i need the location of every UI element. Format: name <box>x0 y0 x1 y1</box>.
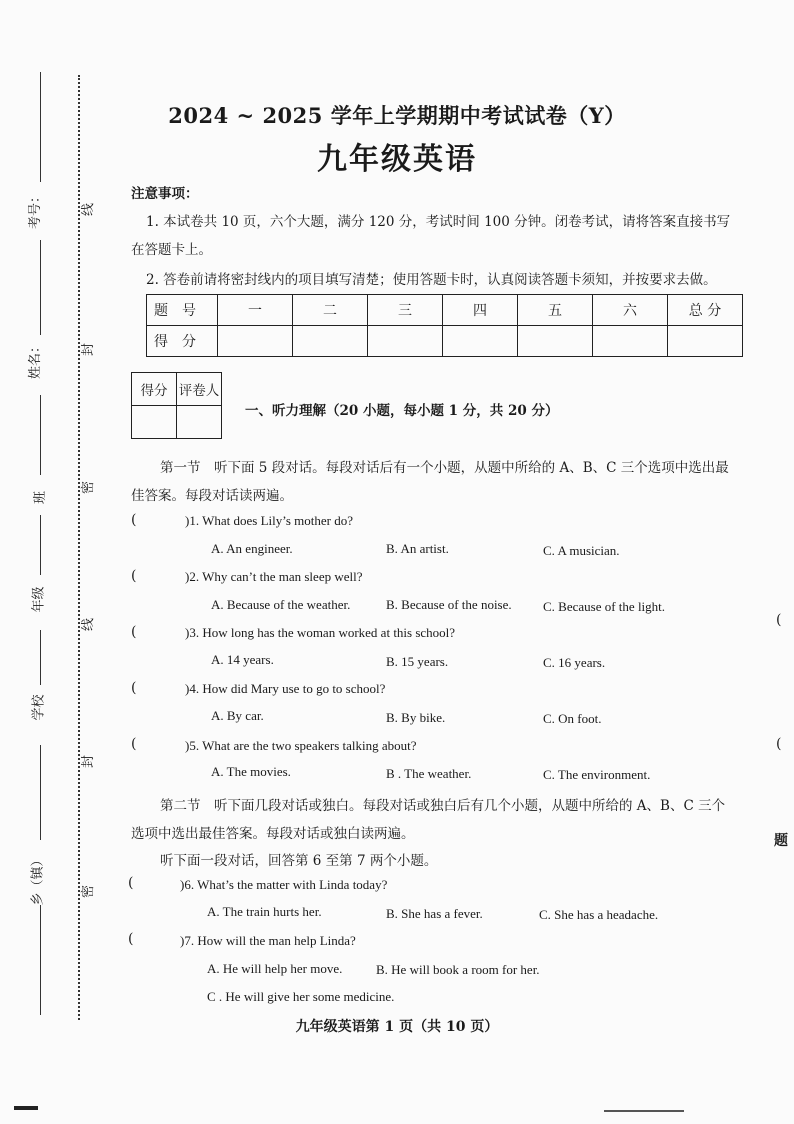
score-table <box>146 294 743 357</box>
score-table-score-row <box>147 326 743 357</box>
right-edge-paren-1: ( <box>776 612 782 628</box>
score-col-total: 总 分 <box>668 295 743 326</box>
field-line-name <box>40 240 41 335</box>
grader-score-cell[interactable] <box>132 406 177 439</box>
score-col-5: 五 <box>518 295 593 326</box>
score-cell-4[interactable] <box>443 326 518 357</box>
question-5: )5. What are the two speakers talking about? <box>185 738 417 753</box>
field-line-class <box>40 395 41 475</box>
field-line-town <box>40 745 41 840</box>
answer-paren-5[interactable]: ( <box>131 736 137 752</box>
q7-option-a: A. He will help her move. <box>207 961 343 976</box>
field-line-bottom <box>40 905 41 1015</box>
answer-paren-3[interactable]: ( <box>131 624 137 640</box>
scan-mark-bottom-right <box>604 1110 684 1116</box>
score-cell-total[interactable] <box>668 326 743 357</box>
label-town: 乡（镇） <box>30 853 46 906</box>
question-3: )3. How long has the woman worked at this school? <box>185 625 456 640</box>
seal-mark-line: 线 <box>81 202 97 217</box>
q1-option-a: A. An engineer. <box>211 541 293 556</box>
label-grade: 年级 <box>31 586 47 613</box>
q1-option-c: C. A musician. <box>543 543 620 558</box>
right-edge-char: 题 <box>774 833 788 849</box>
q2-option-a: A. Because of the weather. <box>211 597 351 612</box>
field-line-grade <box>40 515 41 575</box>
q4-option-c: C. On foot. <box>543 711 602 726</box>
score-cell-2[interactable] <box>293 326 368 357</box>
score-table-label: 题号 <box>147 295 218 326</box>
answer-paren-4[interactable]: ( <box>131 680 137 696</box>
notes-item2: 2. 答卷前请将密封线内的项目填写清楚；使用答题卡时，认真阅读答题卡须知，并按要求去做。 <box>146 272 717 288</box>
seal-mark-secret-2: 密 <box>81 884 97 899</box>
q2-option-c: C. Because of the light. <box>543 599 666 614</box>
notes-item1-line2: 在答题卡上。 <box>131 242 212 258</box>
q5-option-c: C. The environment. <box>543 767 651 782</box>
question-4: )4. How did Mary use to go to school? <box>185 681 386 696</box>
seal-mark-secret: 密 <box>81 480 97 495</box>
grader-person-cell[interactable] <box>177 406 222 439</box>
notes-heading: 注意事项： <box>131 186 199 202</box>
seal-mark-line-2: 线 <box>81 617 97 632</box>
q7-option-b: B. He will book a room for her. <box>376 962 540 977</box>
seal-mark-seal: 封 <box>81 342 97 357</box>
label-exam-number: 考号： <box>28 189 44 230</box>
answer-paren-2[interactable]: ( <box>131 568 137 584</box>
q7-option-c: C . He will give her some medicine. <box>207 989 395 1004</box>
score-col-6: 六 <box>593 295 668 326</box>
question-7: )7. How will the man help Linda? <box>180 933 356 948</box>
q3-option-a: A. 14 years. <box>211 652 274 667</box>
part1-line1: 第一节 听下面 5 段对话。每段对话后有一个小题，从题中所给的 A、B、C 三个选项中选出最 <box>160 460 729 476</box>
q4-option-b: B. By bike. <box>386 710 446 725</box>
part2-intro: 听下面一段对话，回答第 6 至第 7 两个小题。 <box>160 853 438 869</box>
score-table-header-row <box>147 295 743 326</box>
field-line-school <box>40 630 41 685</box>
score-row-label: 得分 <box>147 326 218 357</box>
q2-option-b: B. Because of the noise. <box>386 597 512 612</box>
q5-option-b: B . The weather. <box>386 766 472 781</box>
page-footer: 九年级英语第 1 页（共 10 页） <box>295 1019 499 1035</box>
answer-paren-1[interactable]: ( <box>131 512 137 528</box>
question-1: )1. What does Lily’s mother do? <box>185 513 354 528</box>
q3-option-b: B. 15 years. <box>386 654 449 669</box>
label-school: 学校 <box>31 694 47 721</box>
label-name: 姓名： <box>28 339 44 380</box>
question-2: )2. Why can’t the man sleep well? <box>185 569 363 584</box>
scan-mark-bottom-left <box>14 1106 38 1110</box>
score-cell-6[interactable] <box>593 326 668 357</box>
q6-option-c: C. She has a headache. <box>539 907 659 922</box>
score-cell-5[interactable] <box>518 326 593 357</box>
answer-paren-7[interactable]: ( <box>128 931 134 947</box>
score-col-2: 二 <box>293 295 368 326</box>
right-edge-paren-2: ( <box>776 736 782 752</box>
exam-subject: 九年级英语 <box>317 142 477 177</box>
q1-option-b: B. An artist. <box>386 541 449 556</box>
q6-option-b: B. She has a fever. <box>386 906 483 921</box>
exam-title: 2024 ~ 2025 学年上学期期中考试试卷（Y） <box>168 103 626 128</box>
score-col-3: 三 <box>368 295 443 326</box>
part2-line2: 选项中选出最佳答案。每段对话或独白读两遍。 <box>131 826 415 842</box>
question-6: )6. What’s the matter with Linda today? <box>180 877 388 892</box>
seal-line-dotted <box>78 75 80 1020</box>
score-cell-3[interactable] <box>368 326 443 357</box>
score-col-1: 一 <box>218 295 293 326</box>
score-col-4: 四 <box>443 295 518 326</box>
label-class: 班 <box>33 490 49 505</box>
section1-title: 一、听力理解（20 小题，每小题 1 分，共 20 分） <box>245 403 559 419</box>
grader-box <box>131 372 222 439</box>
part2-line1: 第二节 听下面几段对话或独白。每段对话或独白后有几个小题，从题中所给的 A、B、C 三个 <box>160 798 726 814</box>
grader-score-label: 得分 <box>132 373 177 406</box>
q6-option-a: A. The train hurts her. <box>207 904 322 919</box>
q3-option-c: C. 16 years. <box>543 655 606 670</box>
answer-paren-6[interactable]: ( <box>128 875 134 891</box>
seal-mark-seal-2: 封 <box>81 754 97 769</box>
notes-item1-line1: 1. 本试卷共 10 页，六个大题，满分 120 分，考试时间 100 分钟。闭卷考试，请将答案直接书写 <box>146 214 731 230</box>
score-cell-1[interactable] <box>218 326 293 357</box>
part1-line2: 佳答案。每段对话读两遍。 <box>131 488 293 504</box>
grader-person-label: 评卷人 <box>177 373 222 406</box>
q4-option-a: A. By car. <box>211 708 264 723</box>
q5-option-a: A. The movies. <box>211 764 291 779</box>
